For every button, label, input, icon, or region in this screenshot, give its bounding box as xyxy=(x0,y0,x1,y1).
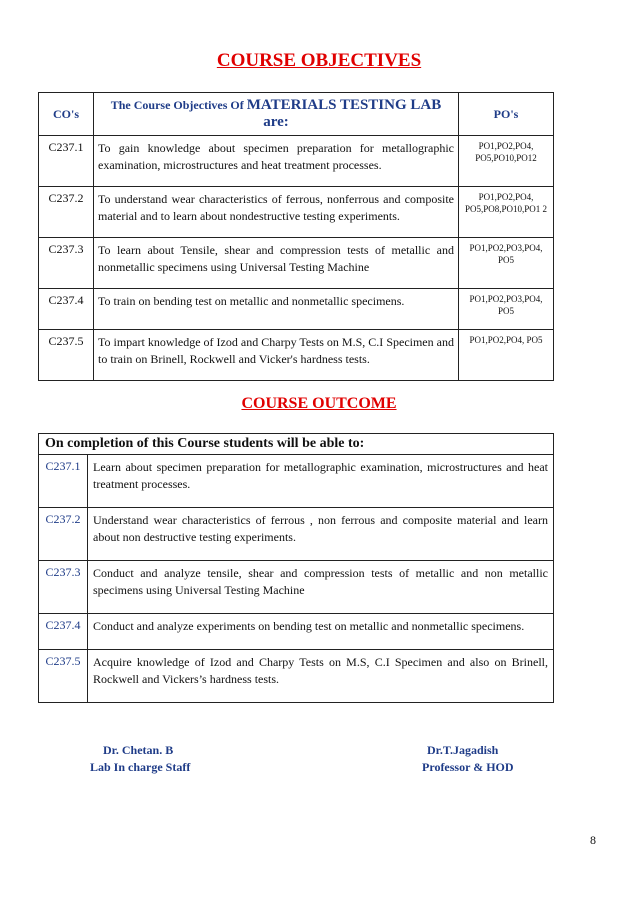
signature-right xyxy=(422,742,514,776)
signature-left xyxy=(90,742,190,776)
objective-row xyxy=(39,136,554,187)
signature-right-name: Dr.T.Jagadish xyxy=(427,743,499,757)
header-lab-name: MATERIALS TESTING LAB xyxy=(246,97,442,113)
objective-code: C237.2 xyxy=(39,187,94,238)
outcome-code: C237.3 xyxy=(39,561,88,614)
objective-row xyxy=(39,238,554,289)
objective-code: C237.4 xyxy=(39,289,94,330)
outcome-row xyxy=(39,650,554,703)
course-objectives-table xyxy=(38,92,554,381)
outcome-header: On completion of this Course students will be able to: xyxy=(39,434,554,455)
outcome-row xyxy=(39,614,554,650)
objective-text: To understand wear characteristics of ferrous, nonferrous and composite material and to learn about nondestructive testing experiments. xyxy=(94,187,459,238)
objective-code: C237.3 xyxy=(39,238,94,289)
outcome-row xyxy=(39,561,554,614)
objective-pos: PO1,PO2,PO3,PO4, PO5 xyxy=(459,289,554,330)
outcome-text: Learn about specimen preparation for metallographic examination, microstructures and heat treatment processes. xyxy=(88,455,554,508)
outcome-row xyxy=(39,508,554,561)
objective-pos: PO1,PO2,PO4, PO5 xyxy=(459,330,554,381)
outcome-text: Conduct and analyze tensile, shear and compression tests of metallic and non metallic specimens using Universal Testing Machine xyxy=(88,561,554,614)
course-objectives-title: COURSE OBJECTIVES xyxy=(216,50,422,71)
header-cos: CO's xyxy=(39,93,94,136)
signature-right-role: Professor & HOD xyxy=(422,760,514,774)
page-number: 8 xyxy=(590,833,596,847)
outcome-header-row xyxy=(39,434,554,455)
course-outcome-table xyxy=(38,433,554,703)
outcome-row xyxy=(39,455,554,508)
signature-left-name: Dr. Chetan. B xyxy=(103,743,174,757)
objective-pos: PO1,PO2,PO4, PO5,PO8,PO10,PO1 2 xyxy=(459,187,554,238)
objective-text: To gain knowledge about specimen preparation for metallographic examination, microstructures and heat treatment processes. xyxy=(94,136,459,187)
outcome-text: Understand wear characteristics of ferrous , non ferrous and composite material and learn about non destructive testing experiments. xyxy=(88,508,554,561)
objectives-header-row xyxy=(39,93,554,136)
outcome-code: C237.4 xyxy=(39,614,88,650)
outcome-text: Conduct and analyze experiments on bending test on metallic and nonmetallic specimens. xyxy=(88,614,554,650)
course-outcome-title: COURSE OUTCOME xyxy=(241,395,397,412)
header-pos: PO's xyxy=(459,93,554,136)
outcome-code: C237.5 xyxy=(39,650,88,703)
header-objectives-prefix: The Course Objectives Of xyxy=(110,98,244,112)
objective-code: C237.1 xyxy=(39,136,94,187)
objective-row xyxy=(39,330,554,381)
objective-text: To train on bending test on metallic and nonmetallic specimens. xyxy=(94,289,459,330)
header-objectives xyxy=(94,93,459,136)
outcome-code: C237.2 xyxy=(39,508,88,561)
outcome-text: Acquire knowledge of Izod and Charpy Tests on M.S, C.I Specimen and also on Brinell, Rockwell and Vickers’s hardness tests. xyxy=(88,650,554,703)
objective-pos: PO1,PO2,PO3,PO4, PO5 xyxy=(459,238,554,289)
objective-row xyxy=(39,187,554,238)
objective-code: C237.5 xyxy=(39,330,94,381)
header-are: are: xyxy=(263,114,289,130)
objective-text: To learn about Tensile, shear and compression tests of metallic and nonmetallic specimens using Universal Testing Machine xyxy=(94,238,459,289)
objective-text: To impart knowledge of Izod and Charpy Tests on M.S, C.I Specimen and to train on Brinell, Rockwell and Vicker's hardness tests. xyxy=(94,330,459,381)
objective-row xyxy=(39,289,554,330)
signature-left-role: Lab In charge Staff xyxy=(90,760,191,774)
outcome-code: C237.1 xyxy=(39,455,88,508)
objective-pos: PO1,PO2,PO4, PO5,PO10,PO12 xyxy=(459,136,554,187)
